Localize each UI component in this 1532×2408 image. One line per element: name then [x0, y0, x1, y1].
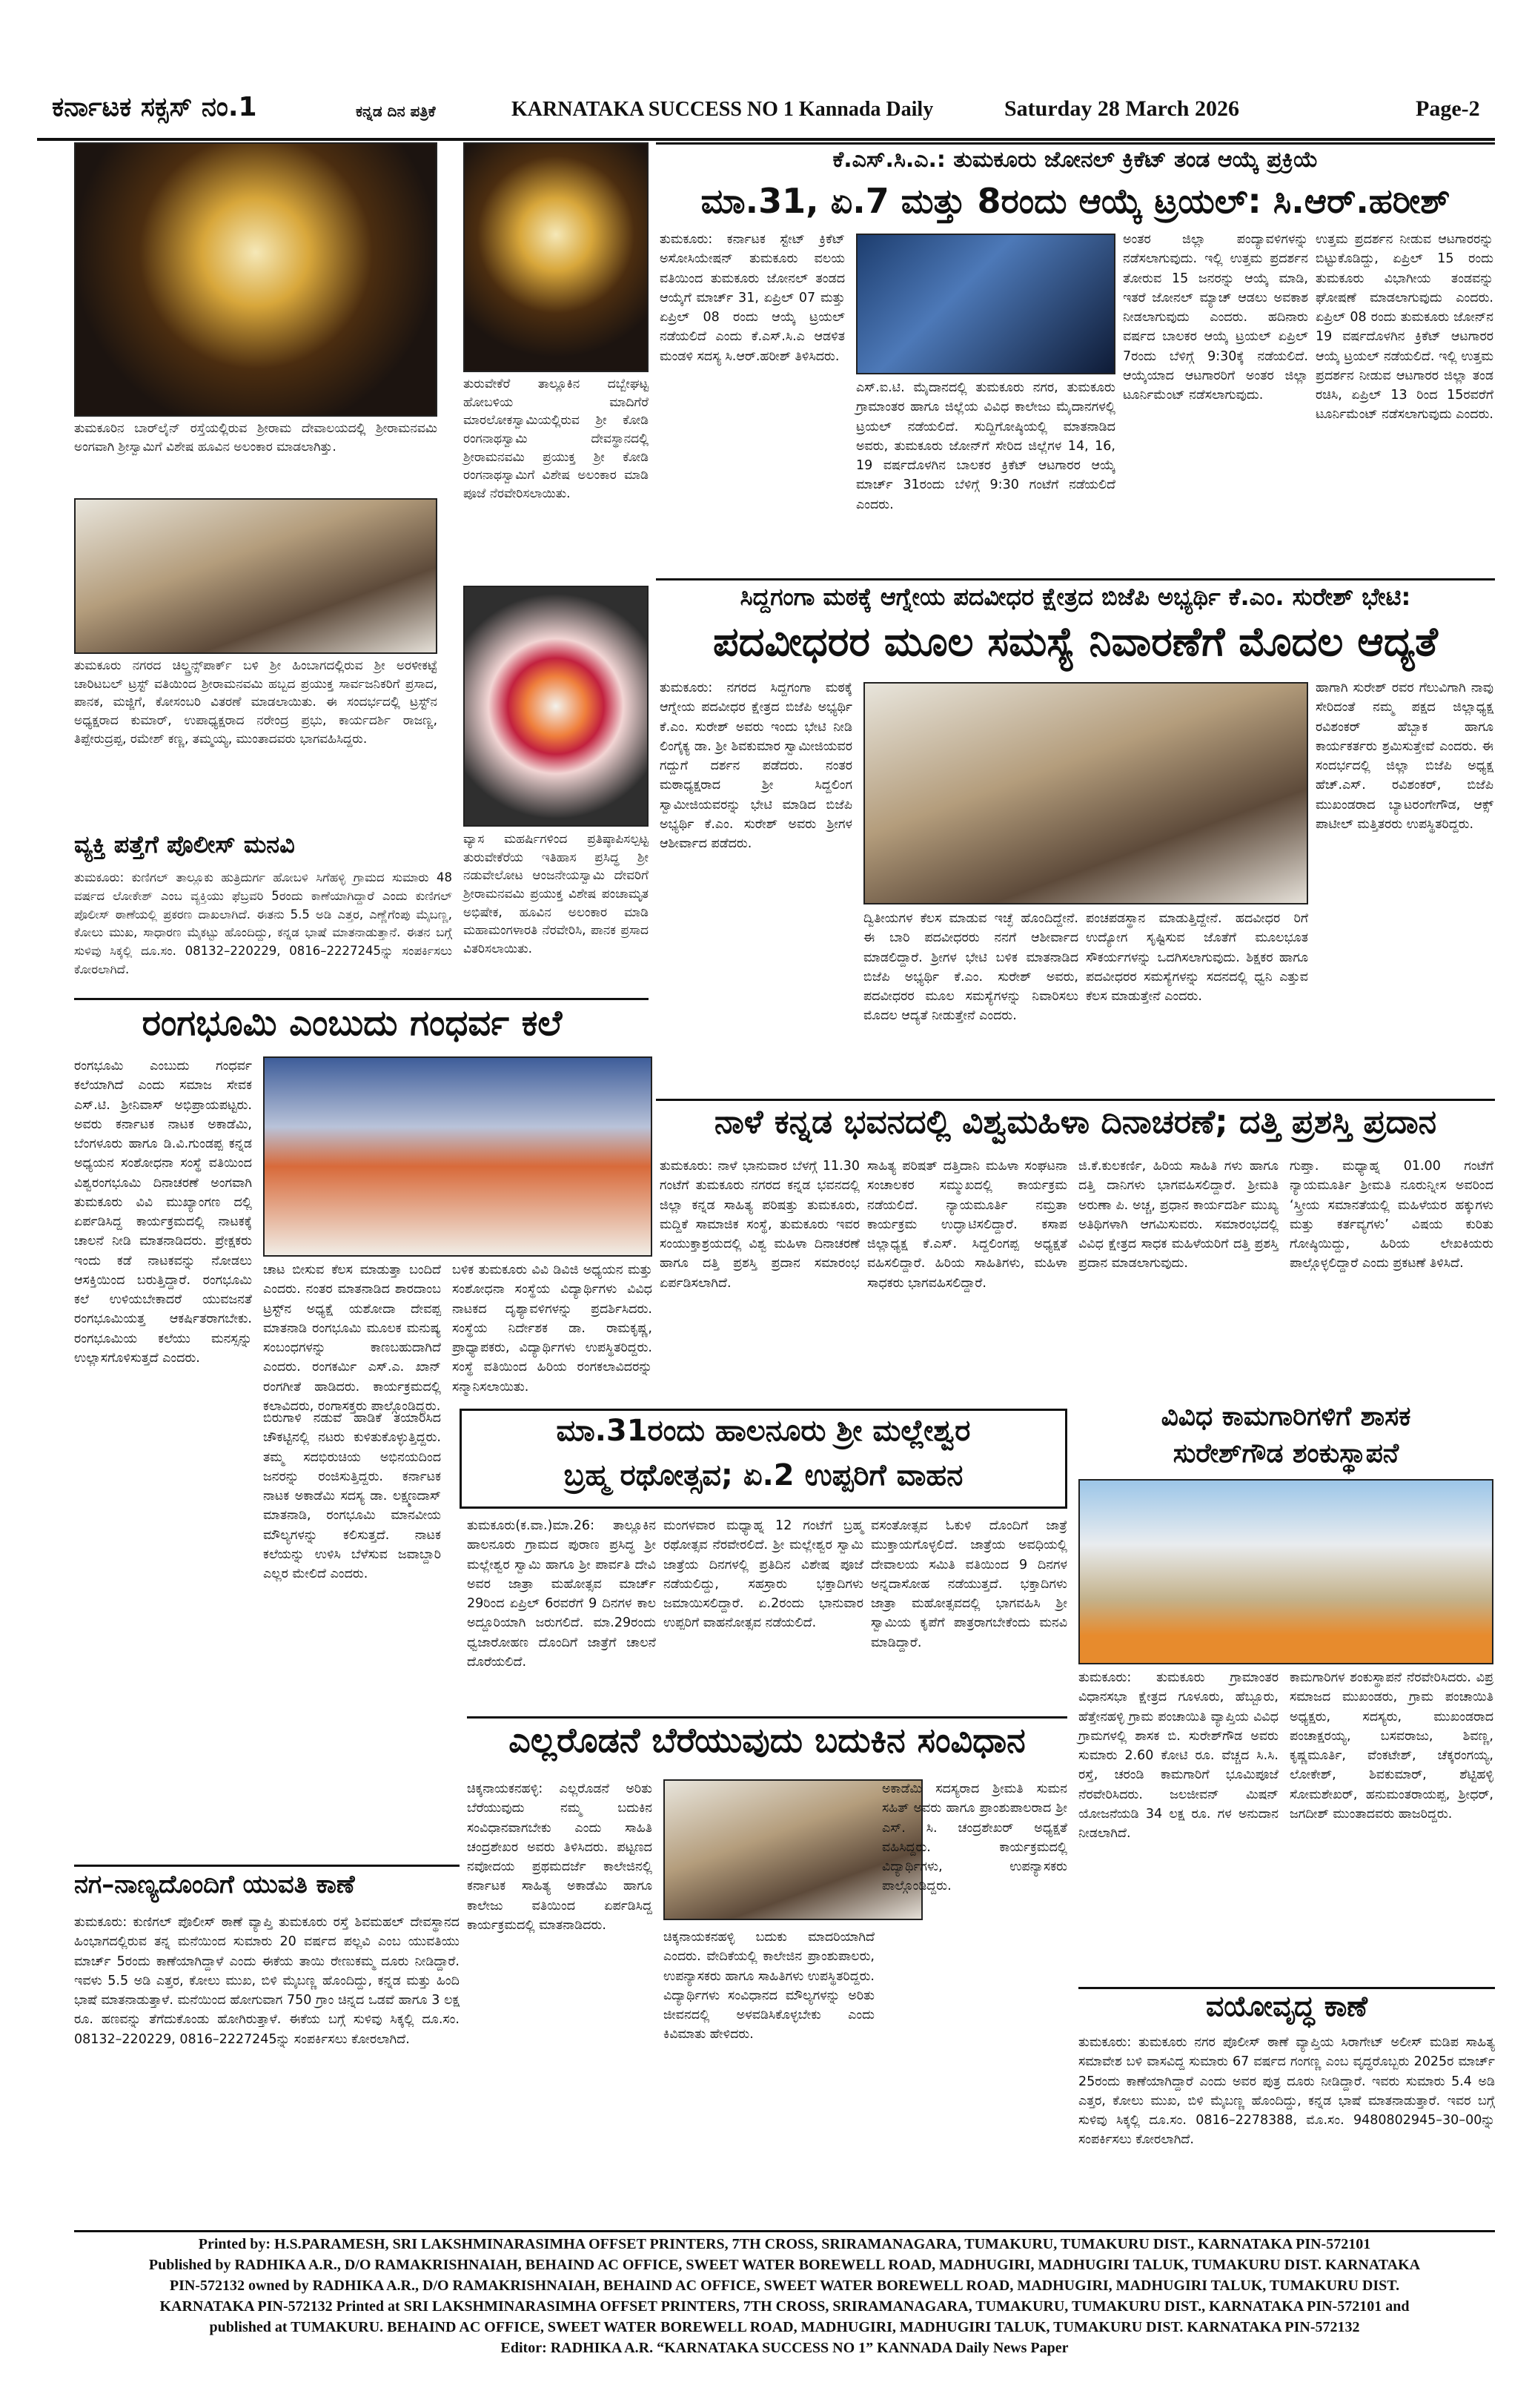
missing-person-title: ವ್ಯಕ್ತಿ ಪತ್ತೆಗೆ ಪೊಲೀಸ್ ಮನವಿ: [74, 830, 295, 859]
ksca-col2: ಎಸ್.ಐ.ಟಿ. ಮೈದಾನದಲ್ಲಿ ತುಮಕೂರು ನಗರ, ತುಮಕೂರು ಗ್ರಾಮಾಂತರ ಹಾಗೂ ಜಿಲ್ಲೆಯ ವಿವಿಧ ಕಾಲೇಜು ಮೈದಾನಗಳಲ್ಲಿ ಟ್ರಯಲ್ ನಡೆಯಲಿದೆ. ಸುದ್ದಿಗೋಷ್ಠಿಯಲ್ಲಿ ಮಾತನಾಡಿದ ಅವರು, ತುಮಕೂರು ಜೋನ್‌ಗೆ ಸೇರಿದ ಜಿಲ್ಲೆಗಳ 14, 16, 19 ವರ್ಷದೊಳಗಿನ ಬಾಲಕರ ಕ್ರಿಕೆಟ್ ಆಟಗಾರರ ಆಯ್ಕೆ ಮಾರ್ಚ್ 31ರಂದು ಬೆಳಿಗ್ಗೆ 9:30 ಗಂಟೆಗೆ ನಡೆಯಲಿದೆ ಎಂದರು.: [856, 380, 1115, 512]
mla-works-col2: ಕಾಮಗಾರಿಗಳ ಶಂಕುಸ್ಥಾಪನೆ ನೆರವೇರಿಸಿದರು. ವಿಪ್ರ ಸಮಾಜದ ಮುಖಂಡರು, ಗ್ರಾಮ ಪಂಚಾಯಿತಿ ಅಧ್ಯಕ್ಷರು, ಸದಸ್ಯರು, ಮುಖಂಡರಾದ ಪಂಚಾಕ್ಷರಯ್ಯ, ಬಸವರಾಜು, ಶಿವಣ್ಣ, ಕೃಷ್ಣಮೂರ್ತಿ, ವೆಂಕಟೇಶ್, ಚೆಕ್ಕರಂಗಯ್ಯ, ಲೋಕೇಶ್, ಶಿವಕುಮಾರ್, ಶೆಟ್ಟಿಹಳ್ಳಿ ಸೋಮಶೇಖರ್, ಹನುಮಂತರಾಯಪ್ಪ, ಶ್ರೀಧರ್, ಜಗದೀಶ್ ಮುಂತಾದವರು ಹಾಜರಿದ್ದರು.: [1290, 1670, 1493, 1822]
women-day-col4: ಗುಪ್ತಾ. ಮಧ್ಯಾಹ್ನ 01.00 ಗಂಟೆಗೆ ನ್ಯಾಯಮೂರ್ತಿ ಶ್ರೀಮತಿ ನೂರುನ್ನೀಸ ಅವರಿಂದ ‘ಸ್ತ್ರೀಯ ಸಮಾನತೆಯಲ್ಲಿ ಮಹಿಳೆಯರ ಹಕ್ಕುಗಳು ಮತ್ತು ಕರ್ತವ್ಯಗಳು’ ವಿಷಯ ಕುರಿತು ಗೋಷ್ಠಿಯಿದ್ದು, ಹಿರಿಯ ಲೇಖಕಿಯರು ಪಾಲ್ಗೊಳ್ಳಲಿದ್ದಾರೆ ಎಂದು ಪ್ರಕಟಣೆ ತಿಳಿಸಿದೆ.: [1290, 1159, 1493, 1271]
constitution-col1: ಚಿಕ್ಕನಾಯಕನಹಳ್ಳಿ: ಎಲ್ಲರೊಡನೆ ಅರಿತು ಬೆರೆಯುವುದು ನಮ್ಮ ಬದುಕಿನ ಸಂವಿಧಾನವಾಗಬೇಕು ಎಂದು ಸಾಹಿತಿ ಚಂದ್ರಶೇಖರ ಅವರು ತಿಳಿಸಿದರು. ಪಟ್ಟಣದ ನವೋದಯ ಪ್ರಥಮದರ್ಜೆ ಕಾಲೇಜಿನಲ್ಲಿ ಕರ್ನಾಟಕ ಸಾಹಿತ್ಯ ಅಕಾಡೆಮಿ ಹಾಗೂ ಕಾಲೇಜು ವತಿಯಿಂದ ಏರ್ಪಡಿಸಿದ್ದ ಕಾರ್ಯಕ್ರಮದಲ್ಲಿ ಮಾತನಾಡಿದರು.: [467, 1782, 652, 1933]
constitution-col3: ಅಕಾಡೆಮಿ ಸದಸ್ಯರಾದ ಶ್ರೀಮತಿ ಸುಮನ ಸಹಿತ್ ಅವರು ಹಾಗೂ ಪ್ರಾಂಶುಪಾಲರಾದ ಶ್ರೀ ಎಸ್. ಸಿ. ಚಂದ್ರಶೇಖರ್ ಅಧ್ಯಕ್ಷತೆ ವಹಿಸಿದ್ದರು. ಕಾರ್ಯಕ್ರಮದಲ್ಲಿ ವಿದ್ಯಾರ್ಥಿಗಳು, ಉಪನ್ಯಾಸಕರು ಪಾಲ್ಗೊಂಡಿದ್ದರು.: [882, 1782, 1067, 1894]
footer-published-at: published at TUMAKURU. BEHAIND AC OFFICE, SWEET WATER BOREWELL ROAD, MADHUGIRI, MADHUGIRI TALUK, TUMAKURU DIST. KARNATAKA PIN-572132: [209, 2319, 1360, 2335]
mlc-col1: ತುಮಕೂರು: ನಗರದ ಸಿದ್ದಗಂಗಾ ಮಠಕ್ಕೆ ಆಗ್ನೇಯ ಪದವೀಧರ ಕ್ಷೇತ್ರದ ಬಿಜೆಪಿ ಅಭ್ಯರ್ಥಿ ಕೆ.ಎಂ. ಸುರೇಶ್ ಅವರು ಇಂದು ಭೇಟಿ ನೀಡಿ ಲಿಂಗೈಕ್ಯ ಡಾ. ಶ್ರೀ ಶಿವಕುಮಾರ ಸ್ವಾಮೀಜಿಯವರ ಗದ್ದುಗೆ ದರ್ಶನ ಪಡೆದರು. ನಂತರ ಮಠಾಧ್ಯಕ್ಷರಾದ ಶ್ರೀ ಸಿದ್ದಲಿಂಗ ಸ್ವಾಮೀಜಿಯವರನ್ನು ಭೇಟಿ ಮಾಡಿದ ಬಿಜೆಪಿ ಅಭ್ಯರ್ಥಿ ಕೆ.ಎಂ. ಸುರೇಶ್ ಅವರು ಶ್ರೀಗಳ ಆಶೀರ್ವಾದ ಪಡೆದರು.: [660, 681, 852, 851]
constitution-headline: ಎಲ್ಲರೊಡನೆ ಬೆರೆಯುವುದು ಬದುಕಿನ ಸಂವಿಧಾನ: [508, 1720, 1026, 1760]
masthead: [37, 89, 1495, 138]
theatre-col4: ಬಳಿಕ ತುಮಕೂರು ವಿವಿ ಡಿವಿಜಿ ಅಧ್ಯಯನ ಮತ್ತು ಸಂಶೋಧನಾ ಸಂಸ್ಥೆಯ ವಿದ್ಯಾರ್ಥಿಗಳು ವಿವಿಧ ನಾಟಕದ ದೃಶ್ಯಾವಳಿಗಳನ್ನು ಪ್ರದರ್ಶಿಸಿದರು. ಸಂಸ್ಥೆಯ ನಿರ್ದೇಶಕ ಡಾ. ರಾಮಕೃಷ್ಣ, ಪ್ರಾಧ್ಯಾಪಕರು, ವಿದ್ಯಾರ್ಥಿಗಳು ಉಪಸ್ಥಿತರಿದ್ದರು. ಸಂಸ್ಥೆ ವತಿಯಿಂದ ಹಿರಿಯ ರಂಗಕಲಾವಿದರನ್ನು ಸನ್ಮಾನಿಸಲಾಯಿತು.: [452, 1263, 652, 1395]
footer-printed-by: Printed by: H.S.PARAMESH, SRI LAKSHMINARASIMHA OFFSET PRINTERS, 7TH CROSS, SRIRAMANAGARA, TUMAKURU, TUMAKURU DIST., KARNATAKA PIN-572101: [198, 2236, 1371, 2252]
old-man-body: ತುಮಕೂರು: ತುಮಕೂರು ನಗರ ಪೊಲೀಸ್ ಠಾಣೆ ವ್ಯಾಪ್ತಿಯ ಸಿರಾಗೇಟ್ ಅಲೀಸ್ ಮಡಿಪ ಸಾಹಿತ್ಯ ಸಮಾವೇಶ ಬಳಿ ವಾಸವಿದ್ದ ಸುಮಾರು 67 ವರ್ಷದ ಗಂಗಣ್ಣ ಎಂಬ ವೃದ್ಧರೊಬ್ಬರು 2025ರ ಮಾರ್ಚ್ 25ರಂದು ಕಾಣೆಯಾಗಿದ್ದಾರೆ ಎಂದು ಅವರ ಪುತ್ರ ದೂರು ನೀಡಿದ್ದಾರೆ. ಇವರು ಸುಮಾರು 5.4 ಅಡಿ ಎತ್ತರ, ಕೋಲು ಮುಖ, ಬಿಳಿ ಮೈಬಣ್ಣ ಹೊಂದಿದ್ದು, ಕನ್ನಡ ಭಾಷೆ ಮಾತನಾಡುತ್ತಾರೆ. ಇವರ ಬಗ್ಗೆ ಸುಳಿವು ಸಿಕ್ಕಲ್ಲಿ ದೂ.ಸಂ. 0816–2278388, ಮೊ.ಸಂ. 9480802945–30–00ನ್ನು ಸಂಪರ್ಕಿಸಲು ಕೋರಲಾಗಿದೆ.: [1078, 2035, 1495, 2148]
mla-works-title-2: ಸುರೇಶ್‌ಗೌಡ ಶಂಕುಸ್ಥಾಪನೆ: [1173, 1438, 1399, 1469]
photo-theatre-day: [263, 1056, 652, 1257]
mlc-kicker: ಸಿದ್ದಗಂಗಾ ಮಠಕ್ಕೆ ಆಗ್ನೇಯ ಪದವೀಧರ ಕ್ಷೇತ್ರದ ಬಿಜೆಪಿ ಅಭ್ಯರ್ಥಿ ಕೆ.ಎಂ. ಸುರೇಶ್ ಭೇಟಿ:: [740, 583, 1411, 611]
mla-works-col1: ತುಮಕೂರು: ತುಮಕೂರು ಗ್ರಾಮಾಂತರ ವಿಧಾನಸಭಾ ಕ್ಷೇತ್ರದ ಗೂಳೂರು, ಹೆಬ್ಬೂರು, ಹೆತ್ತೇನಹಳ್ಳಿ ಗ್ರಾಮ ಪಂಚಾಯಿತಿ ವ್ಯಾಪ್ತಿಯ ವಿವಿಧ ಗ್ರಾಮಗಳಲ್ಲಿ ಶಾಸಕ ಬಿ. ಸುರೇಶ್‌ಗೌಡ ಅವರು ಸುಮಾರು 2.60 ಕೋಟಿ ರೂ. ವೆಚ್ಚದ ಸಿ.ಸಿ. ರಸ್ತೆ, ಚರಂಡಿ ಕಾಮಗಾರಿಗೆ ಭೂಮಿಪೂಜೆ ನೆರವೇರಿಸಿದರು. ಜಲಜೀವನ್ ಮಿಷನ್ ಯೋಜನೆಯಡಿ 34 ಲಕ್ಷ ರೂ. ಗಳ ಅನುದಾನ ನೀಡಲಾಗಿದೆ.: [1078, 1670, 1279, 1841]
footer-owned-by: PIN-572132 owned by RADHIKA A.R., D/O RAMAKRISHNAIAH, BEHAIND AC OFFICE, SWEET WATER BOREWELL ROAD, MADHUGIRI, MADHUGIRI TALUK, TUMAKURU DIST.: [169, 2278, 1400, 2294]
women-day-col2: ಸಾಹಿತ್ಯ ಪರಿಷತ್ ದತ್ತಿದಾನಿ ಮಹಿಳಾ ಸಂಘಟನಾ ಸಂಚಾಲಕರ ಸಮ್ಮುಖದಲ್ಲಿ ಕಾರ್ಯಕ್ರಮ ನಡೆಯಲಿದೆ. ನ್ಯಾಯಮೂರ್ತಿ ನಮ್ರತಾ ಕಾರ್ಯಕ್ರಮ ಉದ್ಘಾಟಿಸಲಿದ್ದಾರೆ. ಕಸಾಪ ಜಿಲ್ಲಾಧ್ಯಕ್ಷ ಕೆ.ಎಸ್. ಸಿದ್ದಲಿಂಗಪ್ಪ ಅಧ್ಯಕ್ಷತೆ ವಹಿಸಲಿದ್ದಾರೆ. ಹಿರಿಯ ಸಾಹಿತಿಗಳು, ಮಹಿಳಾ ಸಾಧಕರು ಭಾಗವಹಿಸಲಿದ್ದಾರೆ.: [867, 1159, 1067, 1291]
caption-anjaneya-alankara: ವ್ಯಾಸ ಮಹರ್ಷಿಗಳಿಂದ ಪ್ರತಿಷ್ಠಾಪಿಸಲ್ಪಟ್ಟ ತುರುವೇಕೆರೆಯ ಇತಿಹಾಸ ಪ್ರಸಿದ್ಧ ಶ್ರೀ ನಡುವೇಲೋಟ ಆಂಜನೇಯಸ್ವಾಮಿ ದೇವರಿಗೆ ಶ್ರೀರಾಮನವಮಿ ಪ್ರಯುಕ್ತ ವಿಶೇಷ ಪಂಚಾಮೃತ ಅಭಿಷೇಕ, ಹೂವಿನ ಅಲಂಕಾರ ಮಾಡಿ ಮಹಾಮಂಗಳಾರತಿ ನೆರವೇರಿಸಿ, ಪಾನಕ ಪ್ರಸಾದ ವಿತರಿಸಲಾಯಿತು.: [463, 832, 649, 956]
mlc-col3: ಪಂಚಪಡಸ್ಥಾನ ಮಾಡುತ್ತಿದ್ದೇನೆ. ಹದವೀಧರ ರಿಗೆ ಉದ್ಯೋಗ ಸೃಷ್ಟಿಸುವ ಜೊತೆಗೆ ಮೂಲಭೂತ ಸೌಕರ್ಯಗಳನ್ನು ಒದಗಿಸಲಾಗುವುದು. ಶಿಕ್ಷಕರ ಹಾಗೂ ಪದವೀಧರರ ಸಮಸ್ಯೆಗಳನ್ನು ಸದನದಲ್ಲಿ ಧ್ವನಿ ಎತ್ತುವ ಕೆಲಸ ಮಾಡುತ್ತೇನೆ ಎಂದರು.: [1086, 911, 1308, 1004]
footer-published-by: Published by RADHIKA A.R., D/O RAMAKRISHNAIAH, BEHAIND AC OFFICE, SWEET WATER BOREWELL ROAD, MADHUGIRI, MADHUGIRI TALUK, TUMAKURU DIST. KARNATAKA: [148, 2257, 1421, 2273]
halanur-headline-1: ಮಾ.31ರಂದು ಹಾಲನೂರು ಶ್ರೀ ಮಲ್ಲೇಶ್ವರ: [556, 1414, 971, 1448]
mlc-top-rule: [656, 578, 1495, 580]
mlc-headline: ಪದವೀಧರರ ಮೂಲ ಸಮಸ್ಯೆ ನಿವಾರಣೆಗೆ ಮೊದಲ ಆದ್ಯತೆ: [713, 618, 1438, 665]
mla-works-title-1: ವಿವಿಧ ಕಾಮಗಾರಿಗಳಿಗೆ ಶಾಸಕ: [1161, 1401, 1411, 1432]
masthead-logo-sub: ಕನ್ನಡ ದಿನ ಪತ್ರಿಕೆ: [356, 102, 436, 120]
photo-siddaganga-visit: [863, 682, 1308, 904]
theatre-col1: ರಂಗಭೂಮಿ ಎಂಬುದು ಗಂಧರ್ವ ಕಲೆಯಾಗಿದೆ ಎಂದು ಸಮಾಜ ಸೇವಕ ಎಸ್.ಟಿ. ಶ್ರೀನಿವಾಸ್ ಅಭಿಪ್ರಾಯಪಟ್ಟರು. ಅವರು ಕರ್ನಾಟಕ ನಾಟಕ ಅಕಾಡೆಮಿ, ಬೆಂಗಳೂರು ಹಾಗೂ ಡಿ.ವಿ.ಗುಂಡಪ್ಪ ಕನ್ನಡ ಅಧ್ಯಯನ ಸಂಶೋಧನಾ ಸಂಸ್ಥೆ ವತಿಯಿಂದ ವಿಶ್ವರಂಗಭೂಮಿ ದಿನಾಚರಣೆ ಅಂಗವಾಗಿ ತುಮಕೂರು ವಿವಿ ಮುಖ್ಯಾಂಗಣ ದಲ್ಲಿ ಏರ್ಪಡಿಸಿದ್ದ ಕಾರ್ಯಕ್ರಮದಲ್ಲಿ ನಾಟಕಕ್ಕೆ ಚಾಲನೆ ನೀಡಿ ಮಾತನಾಡಿದರು. ಪ್ರೇಕ್ಷಕರು ಇಂದು ಕಡೆ ನಾಟಕವನ್ನು ನೋಡಲು ಆಸಕ್ತಿಯಿಂದ ಬರುತ್ತಿದ್ದಾರೆ. ರಂಗಭೂಮಿ ಕಲೆ ಉಳಿಯಬೇಕಾದರೆ ಯುವಜನತೆ ರಂಗಭೂಮಿಯತ್ತ ಆಕರ್ಷಿತರಾಗಬೇಕು. ರಂಗಭೂಮಿಯ ಕಲೆಯು ಮನಸ್ಸನ್ನು ಉಲ್ಲಾಸಗೊಳಿಸುತ್ತದೆ ಎಂದರು.: [74, 1059, 252, 1366]
photo-prasad-distribution: [74, 498, 437, 654]
photo-kodi-ranganatha: [463, 142, 649, 372]
footer-editor: Editor: RADHIKA A.R. “KARNATAKA SUCCESS NO 1” KANNADA Daily News Paper: [500, 2340, 1069, 2356]
old-man-rule: [1078, 1987, 1495, 1989]
theatre-headline: ರಂಗಭೂಮಿ ಎಂಬುದು ಗಂಧರ್ವ ಕಲೆ: [142, 1002, 563, 1044]
mlc-col4: ಹಾಗಾಗಿ ಸುರೇಶ್ ರವರ ಗೆಲುವಿಗಾಗಿ ನಾವು ಸೇರಿದಂತೆ ನಮ್ಮ ಪಕ್ಷದ ಜಿಲ್ಲಾಧ್ಯಕ್ಷ ರವಿಶಂಕರ್ ಹೆಬ್ಬಾಕ ಹಾಗೂ ಕಾರ್ಯಕರ್ತರು ಶ್ರಮಿಸುತ್ತೇವೆ ಎಂದರು. ಈ ಸಂದರ್ಭದಲ್ಲಿ ಜಿಲ್ಲಾ ಬಿಜೆಪಿ ಅಧ್ಯಕ್ಷ ಹೆಚ್.ಎಸ್. ರವಿಶಂಕರ್, ಬಿಜೆಪಿ ಮುಖಂಡರಾದ ಬ್ಯಾಟರಂಗೇಗೌಡ, ಆಕ್ಸ್ ಪಾಟೀಲ್ ಮತ್ತಿತರರು ಉಪಸ್ಥಿತರಿದ್ದರು.: [1316, 681, 1493, 832]
footer-rule: [74, 2230, 1495, 2232]
women-day-headline: ನಾಳೆ ಕನ್ನಡ ಭವನದಲ್ಲಿ ವಿಶ್ವಮಹಿಳಾ ದಿನಾಚರಣೆ; ದತ್ತಿ ಪ್ರಶಸ್ತಿ ಪ್ರದಾನ: [714, 1103, 1437, 1141]
old-man-title: ವಯೋವೃದ್ಧ ಕಾಣೆ: [1206, 1990, 1367, 2022]
masthead-logo: ಕರ್ನಾಟಕ ಸಕ್ಸಸ್ ನಂ.1: [52, 92, 257, 122]
caption-ramanavami-temple: ತುಮಕೂರಿನ ಬಾರ್‌ಲೈನ್ ರಸ್ತೆಯಲ್ಲಿರುವ ಶ್ರೀರಾಮ ದೇವಾಲಯದಲ್ಲಿ ಶ್ರೀರಾಮನವಮಿ ಅಂಗವಾಗಿ ಶ್ರೀಸ್ವಾಮಿಗೆ ವಿಶೇಷ ಹೂವಿನ ಅಲಂಕಾರ ಮಾಡಲಾಗಿತ್ತು.: [74, 421, 437, 454]
paper-name: KARNATAKA SUCCESS NO 1 Kannada Daily: [511, 98, 934, 121]
caption-prasad-distribution: ತುಮಕೂರು ನಗರದ ಚಿಲ್ಡ್ರನ್ಸ್‌ಪಾರ್ಕ್ ಬಳಿ ಶ್ರೀ ಹಿಂಬಾಗದಲ್ಲಿರುವ ಶ್ರೀ ಅರಳೀಕಟ್ಟೆ ಚಾರಿಟಬಲ್ ಟ್ರಸ್ಟ್ ವತಿಯಿಂದ ಶ್ರೀರಾಮನವಮಿ ಹಬ್ಬದ ಪ್ರಯುಕ್ತ ಸಾರ್ವಜನಿಕರಿಗೆ ಪ್ರಸಾದ, ಪಾನಕ, ಮಜ್ಜಿಗೆ, ಕೋಸಂಬರಿ ವಿತರಣೆ ಮಾಡಲಾಯಿತು. ಈ ಸಂದರ್ಭದಲ್ಲಿ ಟ್ರಸ್ಟ್‌ನ ಅಧ್ಯಕ್ಷರಾದ ಕುಮಾರ್, ಉಪಾಧ್ಯಕ್ಷರಾದ ನರೇಂದ್ರ ಪ್ರಭು, ಕಾರ್ಯದರ್ಶಿ ರಾಜಣ್ಣ, ತಿಪ್ಪೇರುದ್ರಪ್ಪ, ರಮೇಶ್ ಕಣ್ಣ, ತಮ್ಮಯ್ಯ, ಮುಂತಾದವರು ಭಾಗವಹಿಸಿದ್ದರು.: [74, 658, 437, 747]
caption-kodi-ranganatha: ತುರುವೇಕೆರೆ ತಾಲ್ಲೂಕಿನ ದಬ್ಬೇಘಟ್ಟ ಹೋಬಳಿಯ ಮಾದಿಗೆರೆ ಮಾರಲೋಕಸ್ವಾಮಿಯಲ್ಲಿರುವ ಶ್ರೀ ಕೋಡಿ ರಂಗನಾಥಸ್ವಾಮಿ ದೇವಸ್ಥಾನದಲ್ಲಿ ಶ್ರೀರಾಮನವಮಿ ಪ್ರಯುಕ್ತ ಶ್ರೀ ಕೋಡಿ ರಂಗನಾಥಸ್ವಾಮಿಗೆ ವಿಶೇಷ ಅಲಂಕಾರ ಮಾಡಿ ಪೂಜೆ ನೆರವೇರಿಸಲಾಯಿತು.: [463, 377, 649, 501]
photo-groundbreaking: [1078, 1479, 1493, 1664]
young-woman-body: ತುಮಕೂರು: ಕುಣಿಗಲ್ ಪೊಲೀಸ್ ಠಾಣೆ ವ್ಯಾಪ್ತಿ ತುಮಕೂರು ರಸ್ತೆ ಶಿವಮಹಲ್ ದೇವಸ್ಥಾನದ ಹಿಂಭಾಗದಲ್ಲಿರುವ ತನ್ನ ಮನೆಯಿಂದ ಸುಮಾರು 20 ವರ್ಷದ ಪಲ್ಲವಿ ಎಂಬ ಯುವತಿಯು ಮಾರ್ಚ್ 5ರಂದು ಕಾಣೆಯಾಗಿದ್ದಾಳೆ ಎಂದು ಈಕೆಯ ತಾಯಿ ರೇಣುಕಮ್ಮ ದೂರು ನೀಡಿದ್ದಾರೆ. ಇವಳು 5.5 ಅಡಿ ಎತ್ತರ, ಕೋಲು ಮುಖ, ಬಿಳಿ ಮೈಬಣ್ಣ ಹೊಂದಿದ್ದು, ಕನ್ನಡ ಮತ್ತು ಹಿಂದಿ ಭಾಷೆ ಮಾತನಾಡುತ್ತಾಳೆ. ಮನೆಯಿಂದ ಹೋಗುವಾಗ 750 ಗ್ರಾಂ ಚಿನ್ನದ ಒಡವೆ ಹಾಗೂ 3 ಲಕ್ಷ ರೂ. ಹಣವನ್ನು ತೆಗೆದುಕೊಂಡು ಹೋಗಿರುತ್ತಾಳೆ. ಈಕೆಯ ಬಗ್ಗೆ ಸುಳಿವು ಸಿಕ್ಕಲ್ಲಿ ದೂ.ಸಂ. 08132–220229, 0816–2227245ನ್ನು ಸಂಪರ್ಕಿಸಲು ಕೋರಲಾಗಿದೆ.: [74, 1915, 460, 2047]
ksca-top-rule: [656, 142, 1495, 145]
halanur-col3: ವಸಂತೋತ್ಸವ ಓಕುಳಿ ದೊಂದಿಗೆ ಜಾತ್ರೆ ಮುಕ್ತಾಯಗೊಳ್ಳಲಿದೆ. ಜಾತ್ರೆಯ ಅವಧಿಯಲ್ಲಿ ದೇವಾಲಯ ಸಮಿತಿ ವತಿಯಿಂದ 9 ದಿನಗಳ ಅನ್ನದಾಸೋಹ ನಡೆಯುತ್ತದೆ. ಭಕ್ತಾದಿಗಳು ಜಾತ್ರಾ ಮಹೋತ್ಸವದಲ್ಲಿ ಭಾಗವಹಿಸಿ ಶ್ರೀ ಸ್ವಾಮಿಯ ಕೃಪೆಗೆ ಪಾತ್ರರಾಗಬೇಕೆಂದು ಮನವಿ ಮಾಡಿದ್ದಾರೆ.: [871, 1518, 1067, 1650]
photo-ksca-press: [856, 234, 1115, 374]
halanur-col1: ತುಮಕೂರು(ಕ.ವಾ.)ಮಾ.26: ತಾಲ್ಲೂಕಿನ ಹಾಲನೂರು ಗ್ರಾಮದ ಪುರಾಣ ಪ್ರಸಿದ್ಧ ಶ್ರೀ ಮಲ್ಲೇಶ್ವರ ಸ್ವಾಮಿ ಹಾಗೂ ಶ್ರೀ ಪಾರ್ವತಿ ದೇವಿ ಅವರ ಜಾತ್ರಾ ಮಹೋತ್ಸವ ಮಾರ್ಚ್ 29ರಿಂದ ಏಪ್ರಿಲ್ 6ರವರೆಗೆ 9 ದಿನಗಳ ಕಾಲ ಅದ್ದೂರಿಯಾಗಿ ಜರುಗಲಿದೆ. ಮಾ.29ರಂದು ಧ್ವಜಾರೋಹಣ ದೊಂದಿಗೆ ಜಾತ್ರೆಗೆ ಚಾಲನೆ ದೊರೆಯಲಿದೆ.: [467, 1518, 656, 1670]
footer-printed-at: KARNATAKA PIN-572132 Printed at SRI LAKSHMINARASIMHA OFFSET PRINTERS, 7TH CROSS, SRIRAMANAGARA, TUMAKURU, TUMAKURU DIST., KARNATAKA PIN-572101 and: [159, 2298, 1410, 2315]
halanur-col2: ಮಂಗಳವಾರ ಮಧ್ಯಾಹ್ನ 12 ಗಂಟೆಗೆ ಬ್ರಹ್ಮ ರಥೋತ್ಸವ ನೆರವೇರಲಿದೆ. ಶ್ರೀ ಮಲ್ಲೇಶ್ವರ ಸ್ವಾಮಿ ಜಾತ್ರೆಯ ದಿನಗಳಲ್ಲಿ ಪ್ರತಿದಿನ ವಿಶೇಷ ಪೂಜೆ ನಡೆಯಲಿದ್ದು, ಸಹಸ್ರಾರು ಭಕ್ತಾದಿಗಳು ಜಮಾಯಿಸಲಿದ್ದಾರೆ. ಏ.2ರಂದು ಭಾನುವಾರ ಉಪ್ಪರಿಗೆ ವಾಹನೋತ್ಸವ ನಡೆಯಲಿದೆ.: [663, 1518, 863, 1631]
halanur-headline-2: ಬ್ರಹ್ಮ ರಥೋತ್ಸವ; ಏ.2 ಉಪ್ಪರಿಗೆ ವಾಹನ: [563, 1458, 964, 1492]
constitution-top-rule: [467, 1716, 1067, 1719]
young-woman-title: ನಗ–ನಾಣ್ಯದೊಂದಿಗೆ ಯುವತಿ ಕಾಣೆ: [74, 1870, 355, 1899]
women-day-col3: ಜಿ.ಕೆ.ಕುಲಕರ್ಣಿ, ಹಿರಿಯ ಸಾಹಿತಿ ಗಳು ಹಾಗೂ ದತ್ತಿ ದಾನಿಗಳು ಭಾಗವಹಿಸಲಿದ್ದಾರೆ. ಶ್ರೀಮತಿ ಅರುಣಾ ಪಿ. ಅಚ್ಚ, ಪ್ರಧಾನ ಕಾರ್ಯದರ್ಶಿ ಮುಖ್ಯ ಅತಿಥಿಗಳಾಗಿ ಆಗಮಿಸುವರು. ಸಮಾರಂಭದಲ್ಲಿ ವಿವಿಧ ಕ್ಷೇತ್ರದ ಸಾಧಕ ಮಹಿಳೆಯರಿಗೆ ದತ್ತಿ ಪ್ರಶಸ್ತಿ ಪ್ರದಾನ ಮಾಡಲಾಗುವುದು.: [1078, 1159, 1279, 1271]
theatre-col2: ಬಿರುಗಾಳಿ ನಡುವೆ ಹಾಡಿಕೆ ತಯಾರಿಸಿದ ಚೌಕಟ್ಟಿನಲ್ಲಿ ನಟರು ಕುಳಿತುಕೊಳ್ಳುತ್ತಿದ್ದರು. ತಮ್ಮ ಸದಭಿರುಚಿಯ ಅಭಿನಯದಿಂದ ಜನರನ್ನು ರಂಜಿಸುತ್ತಿದ್ದರು. ಕರ್ನಾಟಕ ನಾಟಕ ಅಕಾಡೆಮಿ ಸದಸ್ಯ ಡಾ. ಲಕ್ಷ್ಮಣದಾಸ್ ಮಾತನಾಡಿ, ರಂಗಭೂಮಿ ಮಾನವೀಯ ಮೌಲ್ಯಗಳನ್ನು ಕಲಿಸುತ್ತದೆ. ನಾಟಕ ಕಲೆಯನ್ನು ಉಳಿಸಿ ಬೆಳೆಸುವ ಜವಾಬ್ದಾರಿ ಎಲ್ಲರ ಮೇಲಿದೆ ಎಂದರು.: [263, 1411, 441, 1581]
masthead-rule: [37, 138, 1495, 141]
mlc-col2: ದ್ವಿತೀಯಗಳ ಕೆಲಸ ಮಾಡುವ ಇಚ್ಛೆ ಹೊಂದಿದ್ದೇನೆ. ಈ ಬಾರಿ ಪದವೀಧರರು ನನಗೆ ಆಶೀರ್ವಾದ ಮಾಡಲಿದ್ದಾರೆ. ಶ್ರೀಗಳ ಭೇಟಿ ಬಳಿಕ ಮಾತನಾಡಿದ ಬಿಜೆಪಿ ಅಭ್ಯರ್ಥಿ ಕೆ.ಎಂ. ಸುರೇಶ್ ಅವರು, ಪದವೀಧರರ ಮೂಲ ಸಮಸ್ಯೆಗಳನ್ನು ನಿವಾರಿಸಲು ಮೊದಲ ಆದ್ಯತೆ ನೀಡುತ್ತೇನೆ ಎಂದರು.: [863, 911, 1078, 1024]
women-day-top-rule: [656, 1099, 1495, 1101]
ksca-col3: ಅಂತರ ಜಿಲ್ಲಾ ಪಂದ್ಯಾವಳಿಗಳನ್ನು ನಡೆಸಲಾಗುವುದು. ಇಲ್ಲಿ ಉತ್ತಮ ಪ್ರದರ್ಶನ ತೋರುವ 15 ಜನರನ್ನು ಆಯ್ಕೆ ಮಾಡಿ, ಇತರೆ ಜೋನಲ್ ಮ್ಯಾಚ್ ಆಡಲು ಅವಕಾಶ ನೀಡಲಾಗುವುದು ಎಂದರು. ಹದಿನಾರು ವರ್ಷದ ಬಾಲಕರ ಆಯ್ಕೆ ಟ್ರಯಲ್ ಏಪ್ರಿಲ್ 7ರಂದು ಬೆಳಿಗ್ಗೆ 9:30ಕ್ಕೆ ನಡೆಯಲಿದೆ. ಆಯ್ಕೆಯಾದ ಆಟಗಾರರಿಗೆ ಅಂತರ ಜಿಲ್ಲಾ ಟೂರ್ನಿಮೆಂಟ್ ನಡೆಸಲಾಗುವುದು.: [1123, 232, 1308, 403]
page-number: Page-2: [1416, 96, 1480, 121]
ksca-headline: ಮಾ.31, ಏ.7 ಮತ್ತು 8ರಂದು ಆಯ್ಕೆ ಟ್ರಯಲ್: ಸಿ.ಆರ್.ಹರೀಶ್: [700, 181, 1450, 221]
missing-person-body: ತುಮಕೂರು: ಕುಣಿಗಲ್ ತಾಲ್ಲೂಕು ಹುತ್ರಿದುರ್ಗ ಹೋಬಳಿ ಸಿಗೆಹಳ್ಳಿ ಗ್ರಾಮದ ಸುಮಾರು 48 ವರ್ಷದ ಲೋಕೇಶ್ ಎಂಬ ವ್ಯಕ್ತಿಯು ಫೆಬ್ರವರಿ 5ರಂದು ಕಾಣೆಯಾಗಿದ್ದಾರೆ ಎಂದು ಕುಣಿಗಲ್ ಪೊಲೀಸ್ ಠಾಣೆಯಲ್ಲಿ ಪ್ರಕರಣ ದಾಖಲಾಗಿದೆ. ಈತನು 5.5 ಅಡಿ ಎತ್ತರ, ಎಣ್ಣೆಗೆಂಪು ಮೈಬಣ್ಣ, ಕೋಲು ಮುಖ, ಸಾಧಾರಣ ಮೈಕಟ್ಟು ಹೊಂದಿದ್ದು, ಕನ್ನಡ ಭಾಷೆ ಮಾತನಾಡುತ್ತಾನೆ. ಈತನ ಬಗ್ಗೆ ಸುಳಿವು ಸಿಕ್ಕಲ್ಲಿ ದೂ.ಸಂ. 08132–220229, 0816–2227245ನ್ನು ಸಂಪರ್ಕಿಸಲು ಕೋರಲಾಗಿದೆ.: [74, 870, 452, 976]
ksca-kicker: ಕೆ.ಎಸ್.ಸಿ.ಎ.: ತುಮಕೂರು ಜೋನಲ್ ಕ್ರಿಕೆಟ್ ತಂಡ ಆಯ್ಕೆ ಪ್ರಕ್ರಿಯೆ: [832, 147, 1319, 173]
photo-anjaneya-alankara: [463, 586, 649, 827]
theatre-col3: ಚಾಟ ಬೀಸುವ ಕೆಲಸ ಮಾಡುತ್ತಾ ಬಂದಿದೆ ಎಂದರು. ನಂತರ ಮಾತನಾಡಿದ ಶಾರದಾಂಬ ಟ್ರಸ್ಟ್‌ನ ಅಧ್ಯಕ್ಷೆ ಯಶೋದಾ ದೇವಪ್ಪ ಮಾತನಾಡಿ ರಂಗಭೂಮಿ ಮೂಲಕ ಮನುಷ್ಯ ಸಂಬಂಧಗಳನ್ನು ಕಾಣಬಹುದಾಗಿದೆ ಎಂದರು. ರಂಗಕರ್ಮಿ ಎಸ್.ಎ. ಖಾನ್ ರಂಗಗೀತೆ ಹಾಡಿದರು. ಕಾರ್ಯಕ್ರಮದಲ್ಲಿ ಕಲಾವಿದರು, ರಂಗಾಸಕ್ತರು ಪಾಲ್ಗೊಂಡಿದ್ದರು.: [263, 1263, 441, 1414]
women-day-col1: ತುಮಕೂರು: ನಾಳೆ ಭಾನುವಾರ ಬೆಳಗ್ಗೆ 11.30 ಗಂಟೆಗೆ ತುಮಕೂರು ನಗರದ ಕನ್ನಡ ಭವನದಲ್ಲಿ ಜಿಲ್ಲಾ ಕನ್ನಡ ಸಾಹಿತ್ಯ ಪರಿಷತ್ತು ತುಮಕೂರು, ಮದ್ದಿಕೆ ಸಾಮಾಜಿಕ ಸಂಸ್ಥೆ, ತುಮಕೂರು ಇವರ ಸಂಯುಕ್ತಾಶ್ರಯದಲ್ಲಿ ವಿಶ್ವ ಮಹಿಳಾ ದಿನಾಚರಣೆ ಹಾಗೂ ದತ್ತಿ ಪ್ರಶಸ್ತಿ ಪ್ರದಾನ ಸಮಾರಂಭ ಏರ್ಪಡಿಸಲಾಗಿದೆ.: [660, 1159, 860, 1291]
ksca-col4: ಉತ್ತಮ ಪ್ರದರ್ಶನ ನೀಡುವ ಆಟಗಾರರನ್ನು ಬಿಟ್ಟುಕೊಡಿದ್ದು, ಏಪ್ರಿಲ್ 15 ರಂದು ತುಮಕೂರು ವಿಭಾಗೀಯ ತಂಡವನ್ನು ಘೋಷಣೆ ಮಾಡಲಾಗುವುದು ಎಂದರು. ಏಪ್ರಿಲ್ 08 ರಂದು ತುಮಕೂರು ಜೋನ್‌ನ 19 ವರ್ಷದೊಳಗಿನ ಕ್ರಿಕೆಟ್ ಆಟಗಾರರ ಆಯ್ಕೆ ಟ್ರಯಲ್ ನಡೆಯಲಿದೆ. ಇಲ್ಲಿ ಉತ್ತಮ ಪ್ರದರ್ಶನ ನೀಡುವ ಆಟಗಾರರ ಜಿಲ್ಲಾ ತಂಡ ರಚಿಸಿ, ಏಪ್ರಿಲ್ 13 ರಿಂದ 15ರವರೆಗೆ ಟೂರ್ನಿಮೆಂಟ್ ನಡೆಸಲಾಗುವುದು ಎಂದರು.: [1316, 232, 1493, 423]
photo-ramanavami-temple: [74, 142, 437, 417]
ksca-col1: ತುಮಕೂರು: ಕರ್ನಾಟಕ ಸ್ಟೇಟ್ ಕ್ರಿಕೆಟ್ ಅಸೋಸಿಯೇಷನ್ ತುಮಕೂರು ವಲಯ ವತಿಯಿಂದ ತುಮಕೂರು ಜೋನಲ್ ತಂಡದ ಆಯ್ಕೆಗೆ ಮಾರ್ಚ್ 31, ಏಪ್ರಿಲ್ 07 ಮತ್ತು ಏಪ್ರಿಲ್ 08 ರಂದು ಆಯ್ಕೆ ಟ್ರಯಲ್ ನಡೆಯಲಿದೆ ಎಂದು ಕೆ.ಎಸ್.ಸಿ.ಎ ಆಡಳಿತ ಮಂಡಳಿ ಸದಸ್ಯ ಸಿ.ಆರ್.ಹರೀಶ್ ತಿಳಿಸಿದರು.: [660, 232, 845, 364]
theatre-top-rule: [74, 998, 649, 1000]
issue-date: Saturday 28 March 2026: [1004, 96, 1239, 121]
constitution-col2: ಚಿಕ್ಕನಾಯಕನಹಳ್ಳಿ ಬದುಕು ಮಾದರಿಯಾಗಿದೆ ಎಂದರು. ವೇದಿಕೆಯಲ್ಲಿ ಕಾಲೇಜಿನ ಪ್ರಾಂಶುಪಾಲರು, ಉಪನ್ಯಾಸಕರು ಹಾಗೂ ಸಾಹಿತಿಗಳು ಉಪಸ್ಥಿತರಿದ್ದರು. ವಿದ್ಯಾರ್ಥಿಗಳು ಸಂವಿಧಾನದ ಮೌಲ್ಯಗಳನ್ನು ಅರಿತು ಜೀವನದಲ್ಲಿ ಅಳವಡಿಸಿಕೊಳ್ಳಬೇಕು ಎಂದು ಕಿವಿಮಾತು ಹೇಳಿದರು.: [663, 1930, 875, 2042]
young-woman-rule: [74, 1865, 460, 1867]
